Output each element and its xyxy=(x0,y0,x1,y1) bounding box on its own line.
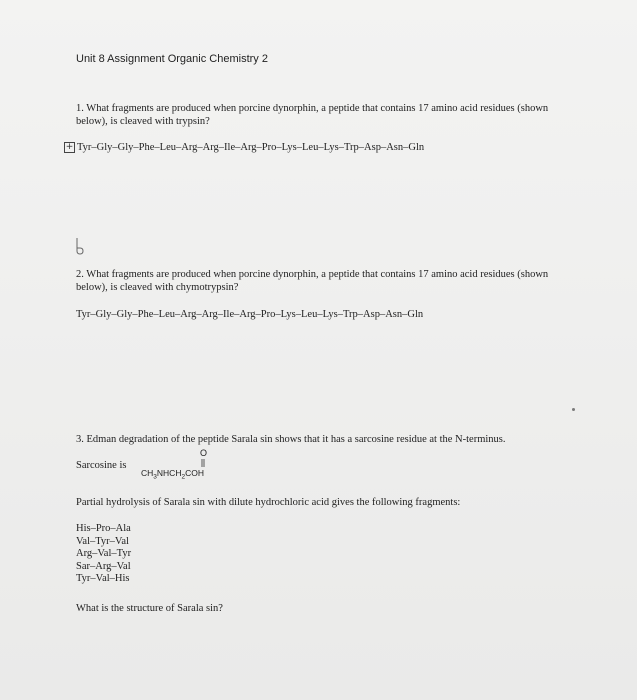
final-question: What is the structure of Sarala sin? xyxy=(76,603,223,614)
fragment-item: His–Pro–Ala xyxy=(76,523,131,534)
question-1-sequence: Tyr–Gly–Gly–Phe–Leu–Arg–Arg–Ile–Arg–Pro–Lys–Leu–Lys–Trp–Asp–Asn–Gln xyxy=(77,142,425,153)
question-3-text: 3. Edman degradation of the peptide Sarala sin shows that it has a sarcosine residue at the N-terminus. xyxy=(76,434,506,445)
sarcosine-label: Sarcosine is xyxy=(76,460,127,471)
question-1-sequence-row xyxy=(64,142,424,153)
sarcosine-formula: $CH_3NHCH_2COH$ xyxy=(141,468,204,481)
expand-icon[interactable]: + xyxy=(65,142,74,152)
carbonyl-oxygen: O xyxy=(200,448,208,458)
fragment-item: Arg–Val–Tyr xyxy=(76,548,132,559)
partial-hydrolysis-text: Partial hydrolysis of Sarala sin with dilute hydrochloric acid gives the following fragments: xyxy=(76,497,461,508)
fragment-item: Sar–Arg–Val xyxy=(76,560,131,572)
question-1-text: 1. What fragments are produced when porcine dynorphin, a peptide that contains 17 amino acid residues (shown below), is cleaved with trypsin? xyxy=(76,103,549,127)
speck-mark xyxy=(572,408,575,411)
page-title: Unit 8 Assignment Organic Chemistry 2 xyxy=(76,53,268,65)
fragment-item: Val–Tyr–Val xyxy=(76,535,129,547)
carbonyl-group xyxy=(196,447,210,469)
fragment-item: Tyr–Val–His xyxy=(76,573,130,584)
pen-mark-icon xyxy=(74,237,86,255)
question-2-text: 2. What fragments are produced when porcine dynorphin, a peptide that contains 17 amino acid residues (shown below), is cleaved with chymotrypsin? xyxy=(76,269,549,293)
question-2-sequence: Tyr–Gly–Gly–Phe–Leu–Arg–Arg–Ile–Arg–Pro–Lys–Leu–Lys–Trp–Asp–Asn–Gln xyxy=(76,309,424,320)
fragment-list xyxy=(76,523,131,586)
